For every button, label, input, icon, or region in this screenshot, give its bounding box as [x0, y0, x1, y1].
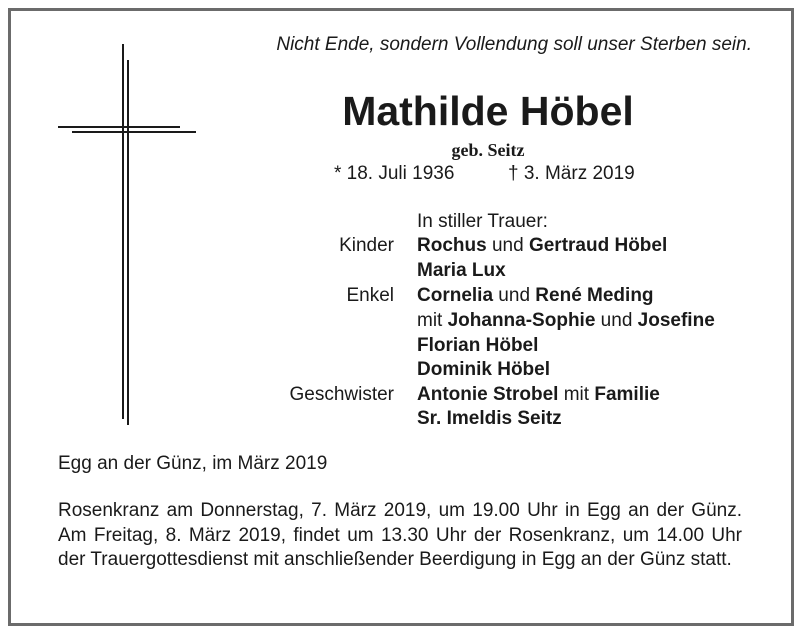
mourner-name: Sr. Imeldis Seitz — [417, 408, 562, 429]
mourner-name: Familie — [594, 384, 660, 405]
mourner-name: Johanna-Sophie — [447, 310, 596, 331]
connector: mit — [558, 384, 595, 405]
mourner-line — [417, 335, 538, 357]
birth-date: * 18. Juli 1936 — [334, 163, 455, 184]
mourner-name: Dominik Höbel — [417, 359, 551, 380]
mourner-line — [417, 359, 550, 381]
cross-icon — [122, 44, 124, 419]
mourner-name: Gertraud Höbel — [528, 235, 668, 256]
mourner-line — [417, 310, 715, 332]
mourning-intro: In stiller Trauer: — [417, 211, 548, 232]
mourner-name: Antonie Strobel — [417, 384, 559, 405]
mourner-line — [417, 384, 660, 406]
death-date: † 3. März 2019 — [508, 163, 635, 184]
relation-kinder: Kinder — [339, 235, 394, 256]
relation-enkel: Enkel — [346, 285, 394, 306]
motto: Nicht Ende, sondern Vollendung soll unser Sterben sein. — [276, 34, 752, 55]
mourner-line — [417, 408, 562, 430]
connector: und — [493, 285, 536, 306]
maiden-name: geb. Seitz — [451, 140, 525, 160]
cross-icon-horizontal-2 — [72, 131, 196, 133]
mourner-name: Cornelia — [417, 285, 494, 306]
relation-geschwister: Geschwister — [289, 384, 394, 405]
cross-icon-horizontal-1 — [58, 126, 180, 128]
mourner-name: René Meding — [535, 285, 654, 306]
connector: und — [595, 310, 638, 331]
mourner-name: Maria Lux — [417, 260, 506, 281]
deceased-name: Mathilde Höbel — [342, 88, 634, 134]
mourner-name: Rochus — [417, 235, 487, 256]
service-info: Rosenkranz am Donnerstag, 7. März 2019, um 19.00 Uhr in Egg an der Günz. Am Freitag, 8. März 2019, findet um 13.30 Uhr der Rosenkranz, um 14.00 Uhr der Trauergottesdienst mit anschließender Beerdigung in Egg an der Günz statt. — [58, 500, 742, 570]
mourner-line — [417, 235, 667, 257]
connector: mit — [417, 310, 448, 331]
mourner-name: Josefine — [637, 310, 715, 331]
mourner-line — [417, 260, 506, 282]
connector: und — [486, 235, 529, 256]
mourner-name: Florian Höbel — [417, 335, 539, 356]
place-date: Egg an der Günz, im März 2019 — [58, 453, 328, 474]
cross-icon-vertical-2 — [127, 60, 129, 425]
mourner-line — [417, 285, 654, 307]
